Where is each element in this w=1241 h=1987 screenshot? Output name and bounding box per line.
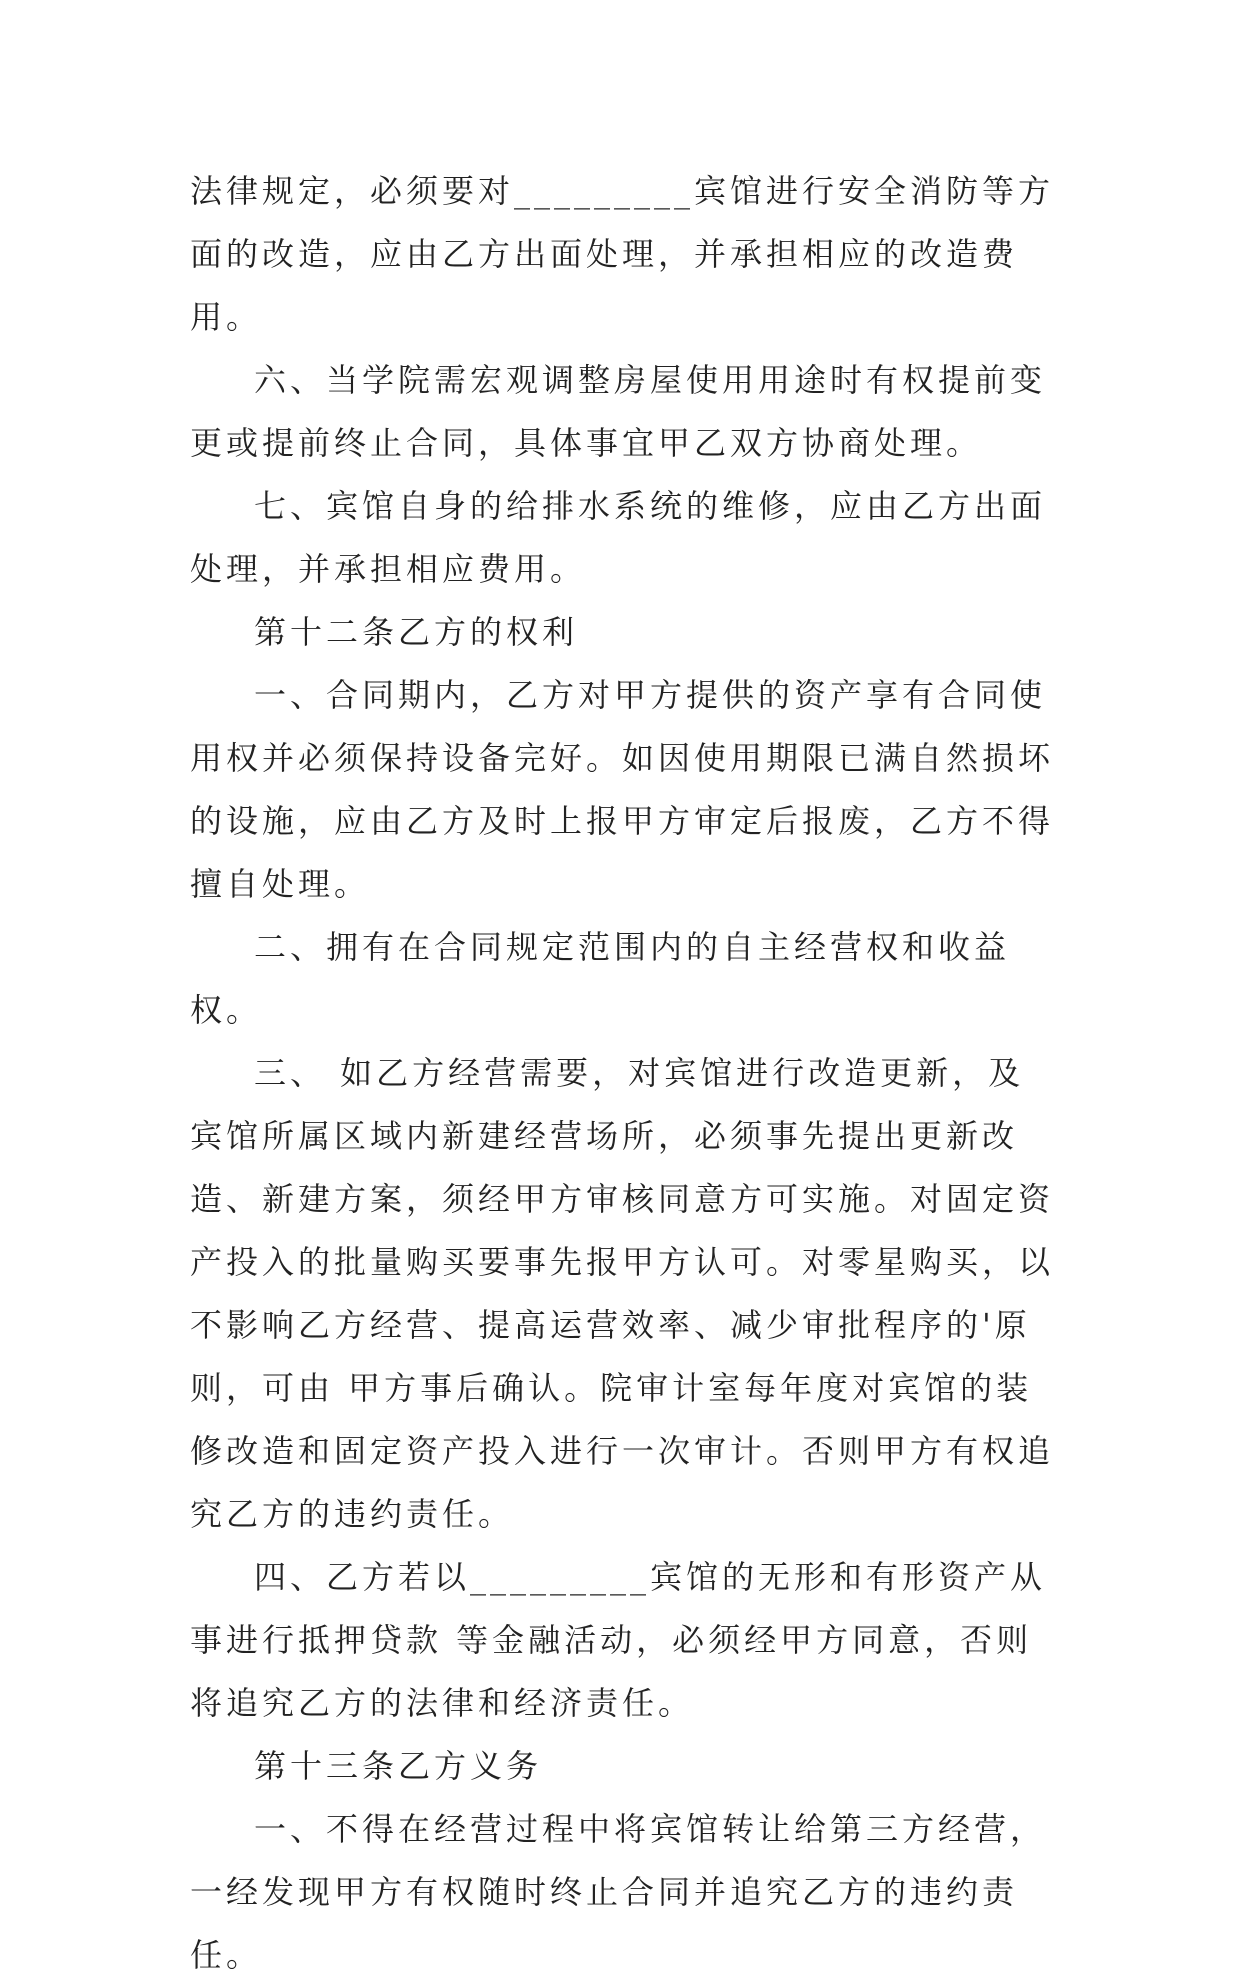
paragraph-article-12-item-2: 二、拥有在合同规定范围内的自主经营权和收益权。 <box>190 928 1011 1029</box>
paragraph-article-12-item-1: 一、合同期内，乙方对甲方提供的资产享有合同使用权并必须保持设备完好。如因使用期限已满自然损坏的设施，应由乙方及时上报甲方审定后报废，乙方不得擅自处理。 <box>190 676 1055 903</box>
paragraph-article-12-item-4: 四、乙方若以_________宾馆的无形和有形资产从事进行抵押贷款 等金融活动，必须经甲方同意，否则将追究乙方的法律和经济责任。 <box>190 1558 1047 1722</box>
article-13-heading: 第十三条乙方义务 <box>254 1747 543 1785</box>
document-body <box>190 160 1060 1987</box>
paragraph-clause-6: 六、当学院需宏观调整房屋使用用途时有权提前变更或提前终止合同，具体事宜甲乙双方协商处理。 <box>190 361 1047 462</box>
paragraph-continuation: 法律规定，必须要对_________宾馆进行安全消防等方面的改造，应由乙方出面处理，并承担相应的改造费用。 <box>190 172 1055 336</box>
paragraph-article-12-item-3: 三、 如乙方经营需要，对宾馆进行改造更新，及宾馆所属区域内新建经营场所，必须事先提出更新改造、新建方案，须经甲方审核同意方可实施。对固定资产投入的批量购买要事先报甲方认可。对零星购买，以不影响乙方经营、提高运营效率、减少审批程序的'原则，可由 甲方事后确认。院审计室每年度对宾馆的装修改造和固定资产投入进行一次审计。否则甲方有权追究乙方的违约责任。 <box>190 1054 1055 1533</box>
paragraph-article-13-item-1: 一、不得在经营过程中将宾馆转让给第三方经营，一经发现甲方有权随时终止合同并追究乙方的违约责任。 <box>190 1810 1047 1974</box>
article-12-heading: 第十二条乙方的权利 <box>254 613 579 651</box>
paragraph-clause-7: 七、宾馆自身的给排水系统的维修，应由乙方出面处理，并承担相应费用。 <box>190 487 1047 588</box>
